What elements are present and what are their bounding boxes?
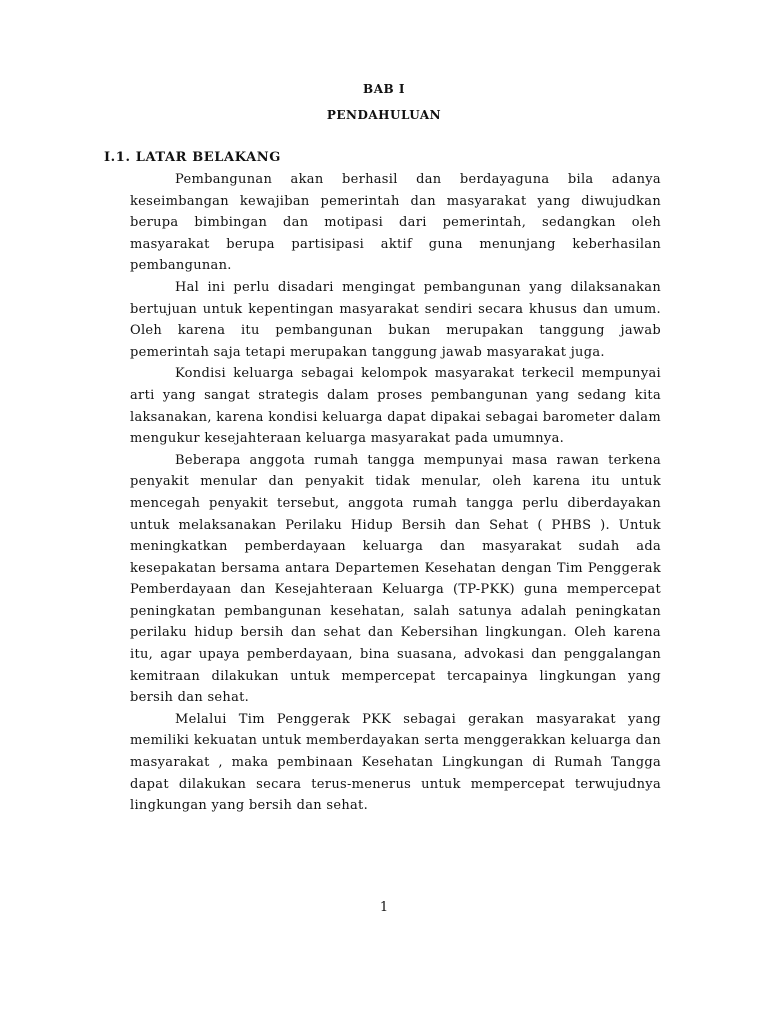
chapter-label: BAB I [363, 82, 405, 96]
paragraph: Kondisi keluarga sebagai kelompok masyarakat terkecil mempunyai arti yang sangat strategis dalam proses pembangunan yang sedang kita laksanakan, karena kondisi keluarga dapat dipakai sebagai barometer dalam mengukur kesejahteraan keluarga masyarakat pada umumnya. [130, 366, 661, 447]
paragraph: Pembangunan akan berhasil dan berdayaguna bila adanya keseimbangan kewajiban pemerintah dan masyarakat yang diwujudkan berupa bimbingan dan motipasi dari pemerintah, sedangkan oleh masyarakat berupa partisipasi aktif guna menunjang keberhasilan pembangunan. [130, 172, 661, 274]
body-text [130, 169, 661, 817]
section-title: I.1. LATAR BELAKANG [104, 150, 281, 165]
page-number: 1 [379, 900, 389, 915]
chapter-title: PENDAHULUAN [326, 108, 442, 122]
paragraph: Hal ini perlu disadari mengingat pembangunan yang dilaksanakan bertujuan untuk kepentingan masyarakat sendiri secara khusus dan umum. Oleh karena itu pembangunan bukan merupakan tanggung jawab pemerintah saja tetapi merupakan tanggung jawab masyarakat juga. [130, 279, 661, 360]
paragraph: Beberapa anggota rumah tangga mempunyai masa rawan terkena penyakit menular dan penyakit tidak menular, oleh karena itu untuk mencegah penyakit tersebut, anggota rumah tangga perlu diberdayakan untuk melaksanakan Perilaku Hidup Bersih dan Sehat ( PHBS ). Untuk meningkatkan pemberdayaan keluarga dan masyarakat sudah ada kesepakatan bersama antara Departemen Kesehatan dengan Tim Penggerak Pemberdayaan dan Kesejahteraan Keluarga (TP-PKK) guna mempercepat peningkatan pembangunan kesehatan, salah satunya adalah peningkatan perilaku hidup bersih dan sehat dan Kebersihan lingkungan. Oleh karena itu, agar upaya pemberdayaan, bina suasana, advokasi dan penggalangan kemitraan dilakukan untuk mempercepat tercapainya lingkungan yang bersih dan sehat. [130, 452, 661, 706]
paragraph: Melalui Tim Penggerak PKK sebagai gerakan masyarakat yang memiliki kekuatan untuk memberdayakan serta menggerakkan keluarga dan masyarakat , maka pembinaan Kesehatan Lingkungan di Rumah Tangga dapat dilakukan secara terus-menerus untuk mempercepat terwujudnya lingkungan yang bersih dan sehat. [130, 711, 661, 814]
